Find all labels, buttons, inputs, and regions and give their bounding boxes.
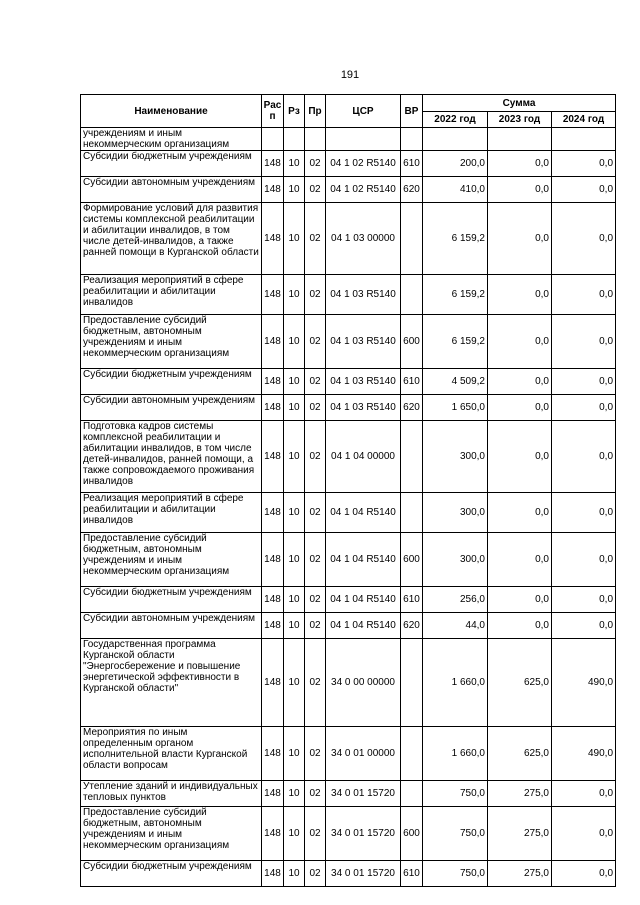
cell-csr: 04 1 03 R5140 [326, 275, 401, 315]
cell-pr: 02 [305, 421, 326, 493]
cell-ras: 148 [262, 151, 284, 177]
cell-pr: 02 [305, 151, 326, 177]
cell-y2023: 0,0 [488, 177, 552, 203]
cell-rz: 10 [284, 781, 305, 807]
cell-name: Субсидии автономным учреждениям [81, 613, 262, 639]
cell-ras: 148 [262, 493, 284, 533]
table-row [81, 177, 616, 203]
cell-name: Субсидии бюджетным учреждениям [81, 587, 262, 613]
cell-y2022: 44,0 [423, 613, 488, 639]
cell-y2024: 0,0 [552, 587, 616, 613]
cell-y2022: 410,0 [423, 177, 488, 203]
cell-vr: 620 [401, 613, 423, 639]
cell-ras: 148 [262, 421, 284, 493]
cell-pr: 02 [305, 315, 326, 369]
cell-y2023: 275,0 [488, 861, 552, 887]
cell-y2022: 200,0 [423, 151, 488, 177]
cell-y2022: 4 509,2 [423, 369, 488, 395]
cell-pr: 02 [305, 861, 326, 887]
cell-rz: 10 [284, 421, 305, 493]
table-row [81, 533, 616, 587]
cell-rz: 10 [284, 177, 305, 203]
cell-y2024: 0,0 [552, 203, 616, 275]
header-csr: ЦСР [326, 95, 401, 128]
cell-rz: 10 [284, 727, 305, 781]
cell-ras [262, 128, 284, 151]
cell-y2022: 300,0 [423, 421, 488, 493]
cell-pr: 02 [305, 781, 326, 807]
cell-csr: 04 1 04 R5140 [326, 613, 401, 639]
cell-y2022: 750,0 [423, 861, 488, 887]
cell-y2024: 0,0 [552, 275, 616, 315]
cell-y2023: 625,0 [488, 639, 552, 727]
cell-vr: 610 [401, 861, 423, 887]
cell-name: Мероприятия по иным определенным органом исполнительной власти Курганской области вопросам [81, 727, 262, 781]
cell-vr: 620 [401, 395, 423, 421]
cell-vr: 600 [401, 315, 423, 369]
table-row [81, 587, 616, 613]
cell-y2023: 0,0 [488, 369, 552, 395]
header-name: Наименование [81, 95, 262, 128]
table-row [81, 395, 616, 421]
cell-name: Предоставление субсидий бюджетным, автономным учреждениям и иным некоммерческим организациям [81, 315, 262, 369]
cell-name: Государственная программа Курганской области "Энергосбережение и повышение энергетической эффективности в Курганской области" [81, 639, 262, 727]
cell-y2024: 0,0 [552, 315, 616, 369]
cell-vr: 620 [401, 177, 423, 203]
cell-y2022: 6 159,2 [423, 315, 488, 369]
cell-ras: 148 [262, 639, 284, 727]
cell-rz: 10 [284, 493, 305, 533]
cell-name: Реализация мероприятий в сфере реабилитации и абилитации инвалидов [81, 275, 262, 315]
cell-rz: 10 [284, 395, 305, 421]
table-row [81, 151, 616, 177]
cell-y2022: 6 159,2 [423, 203, 488, 275]
cell-y2022: 1 660,0 [423, 727, 488, 781]
cell-pr: 02 [305, 533, 326, 587]
cell-y2024: 0,0 [552, 177, 616, 203]
cell-rz: 10 [284, 315, 305, 369]
cell-ras: 148 [262, 807, 284, 861]
cell-name: Предоставление субсидий бюджетным, автономным учреждениям и иным некоммерческим организациям [81, 807, 262, 861]
table-row [81, 613, 616, 639]
cell-vr [401, 203, 423, 275]
table-row [81, 861, 616, 887]
cell-y2022 [423, 128, 488, 151]
cell-rz: 10 [284, 587, 305, 613]
table-row [81, 727, 616, 781]
cell-y2022: 256,0 [423, 587, 488, 613]
cell-rz: 10 [284, 275, 305, 315]
cell-pr: 02 [305, 369, 326, 395]
header-vr: ВР [401, 95, 423, 128]
cell-y2024: 0,0 [552, 861, 616, 887]
page-number: 191 [340, 69, 360, 81]
table-header [81, 95, 616, 128]
cell-pr: 02 [305, 587, 326, 613]
cell-csr: 04 1 04 00000 [326, 421, 401, 493]
table-row [81, 493, 616, 533]
cell-csr: 04 1 03 00000 [326, 203, 401, 275]
cell-pr: 02 [305, 807, 326, 861]
cell-y2023: 0,0 [488, 613, 552, 639]
table-row [81, 421, 616, 493]
cell-rz [284, 128, 305, 151]
header-2024: 2024 год [552, 112, 616, 128]
cell-csr: 04 1 03 R5140 [326, 395, 401, 421]
cell-y2024: 0,0 [552, 493, 616, 533]
cell-y2022: 750,0 [423, 807, 488, 861]
cell-name: Субсидии бюджетным учреждениям [81, 861, 262, 887]
cell-y2024: 0,0 [552, 151, 616, 177]
cell-name: учреждениям и иным некоммерческим организациям [81, 128, 262, 151]
cell-vr [401, 275, 423, 315]
cell-csr: 04 1 02 R5140 [326, 151, 401, 177]
header-sum: Сумма [423, 95, 616, 112]
cell-y2022: 300,0 [423, 533, 488, 587]
cell-pr: 02 [305, 177, 326, 203]
cell-ras: 148 [262, 861, 284, 887]
cell-ras: 148 [262, 533, 284, 587]
cell-rz: 10 [284, 861, 305, 887]
cell-y2024: 0,0 [552, 781, 616, 807]
cell-rz: 10 [284, 369, 305, 395]
cell-csr [326, 128, 401, 151]
cell-rz: 10 [284, 203, 305, 275]
table-row [81, 369, 616, 395]
cell-name: Субсидии автономным учреждениям [81, 177, 262, 203]
cell-ras: 148 [262, 587, 284, 613]
cell-vr [401, 781, 423, 807]
cell-rz: 10 [284, 807, 305, 861]
cell-vr [401, 421, 423, 493]
cell-name: Субсидии бюджетным учреждениям [81, 369, 262, 395]
cell-pr [305, 128, 326, 151]
cell-vr: 600 [401, 533, 423, 587]
cell-pr: 02 [305, 493, 326, 533]
cell-csr: 04 1 03 R5140 [326, 369, 401, 395]
cell-ras: 148 [262, 781, 284, 807]
cell-y2023: 0,0 [488, 395, 552, 421]
cell-ras: 148 [262, 369, 284, 395]
header-ras: Рас п [262, 95, 284, 128]
cell-rz: 10 [284, 151, 305, 177]
cell-rz: 10 [284, 639, 305, 727]
cell-vr [401, 727, 423, 781]
cell-ras: 148 [262, 613, 284, 639]
cell-y2023: 0,0 [488, 421, 552, 493]
table-row [81, 639, 616, 727]
cell-csr: 04 1 04 R5140 [326, 493, 401, 533]
cell-vr: 610 [401, 369, 423, 395]
table-row [81, 781, 616, 807]
cell-vr: 600 [401, 807, 423, 861]
cell-y2023: 0,0 [488, 151, 552, 177]
cell-y2024: 0,0 [552, 807, 616, 861]
cell-csr: 04 1 04 R5140 [326, 533, 401, 587]
header-2022: 2022 год [423, 112, 488, 128]
cell-y2024: 0,0 [552, 533, 616, 587]
cell-y2023: 0,0 [488, 315, 552, 369]
cell-y2023 [488, 128, 552, 151]
cell-vr: 610 [401, 587, 423, 613]
cell-name: Предоставление субсидий бюджетным, автономным учреждениям и иным некоммерческим организациям [81, 533, 262, 587]
cell-y2023: 275,0 [488, 781, 552, 807]
cell-y2023: 625,0 [488, 727, 552, 781]
cell-ras: 148 [262, 315, 284, 369]
cell-name: Утепление зданий и индивидуальных тепловых пунктов [81, 781, 262, 807]
cell-csr: 34 0 01 15720 [326, 781, 401, 807]
cell-csr: 34 0 01 15720 [326, 861, 401, 887]
header-pr: Пр [305, 95, 326, 128]
cell-y2024: 0,0 [552, 369, 616, 395]
table-row [81, 128, 616, 151]
cell-ras: 148 [262, 395, 284, 421]
cell-name: Реализация мероприятий в сфере реабилитации и абилитации инвалидов [81, 493, 262, 533]
cell-rz: 10 [284, 613, 305, 639]
cell-ras: 148 [262, 203, 284, 275]
cell-rz: 10 [284, 533, 305, 587]
cell-vr [401, 128, 423, 151]
cell-name: Подготовка кадров системы комплексной реабилитации и абилитации инвалидов, в том числе детей-инвалидов, ранней помощи, а также сопровождаемого проживания инвалидов [81, 421, 262, 493]
cell-y2023: 0,0 [488, 587, 552, 613]
cell-ras: 148 [262, 727, 284, 781]
cell-y2024: 0,0 [552, 421, 616, 493]
table-body [81, 128, 616, 887]
cell-ras: 148 [262, 177, 284, 203]
cell-y2022: 6 159,2 [423, 275, 488, 315]
cell-pr: 02 [305, 275, 326, 315]
cell-vr [401, 639, 423, 727]
cell-y2023: 275,0 [488, 807, 552, 861]
cell-ras: 148 [262, 275, 284, 315]
cell-csr: 04 1 04 R5140 [326, 587, 401, 613]
cell-csr: 04 1 03 R5140 [326, 315, 401, 369]
cell-y2024 [552, 128, 616, 151]
table-row [81, 275, 616, 315]
cell-y2023: 0,0 [488, 203, 552, 275]
cell-y2023: 0,0 [488, 275, 552, 315]
table-row [81, 203, 616, 275]
cell-pr: 02 [305, 639, 326, 727]
cell-vr [401, 493, 423, 533]
cell-y2022: 1 650,0 [423, 395, 488, 421]
cell-csr: 34 0 00 00000 [326, 639, 401, 727]
cell-pr: 02 [305, 203, 326, 275]
cell-pr: 02 [305, 395, 326, 421]
cell-y2023: 0,0 [488, 533, 552, 587]
cell-y2024: 0,0 [552, 613, 616, 639]
cell-y2024: 490,0 [552, 727, 616, 781]
cell-y2024: 490,0 [552, 639, 616, 727]
cell-name: Формирование условий для развития системы комплексной реабилитации и абилитации инвалидов, в том числе детей-инвалидов, а также ранней помощи в Курганской области [81, 203, 262, 275]
cell-y2022: 1 660,0 [423, 639, 488, 727]
cell-name: Субсидии автономным учреждениям [81, 395, 262, 421]
budget-table [80, 94, 616, 887]
cell-csr: 34 0 01 15720 [326, 807, 401, 861]
cell-pr: 02 [305, 727, 326, 781]
cell-y2023: 0,0 [488, 493, 552, 533]
table-row [81, 807, 616, 861]
cell-vr: 610 [401, 151, 423, 177]
cell-pr: 02 [305, 613, 326, 639]
cell-name: Субсидии бюджетным учреждениям [81, 151, 262, 177]
header-2023: 2023 год [488, 112, 552, 128]
header-rz: Рз [284, 95, 305, 128]
cell-csr: 04 1 02 R5140 [326, 177, 401, 203]
cell-y2022: 750,0 [423, 781, 488, 807]
cell-csr: 34 0 01 00000 [326, 727, 401, 781]
cell-y2024: 0,0 [552, 395, 616, 421]
table-row [81, 315, 616, 369]
cell-y2022: 300,0 [423, 493, 488, 533]
